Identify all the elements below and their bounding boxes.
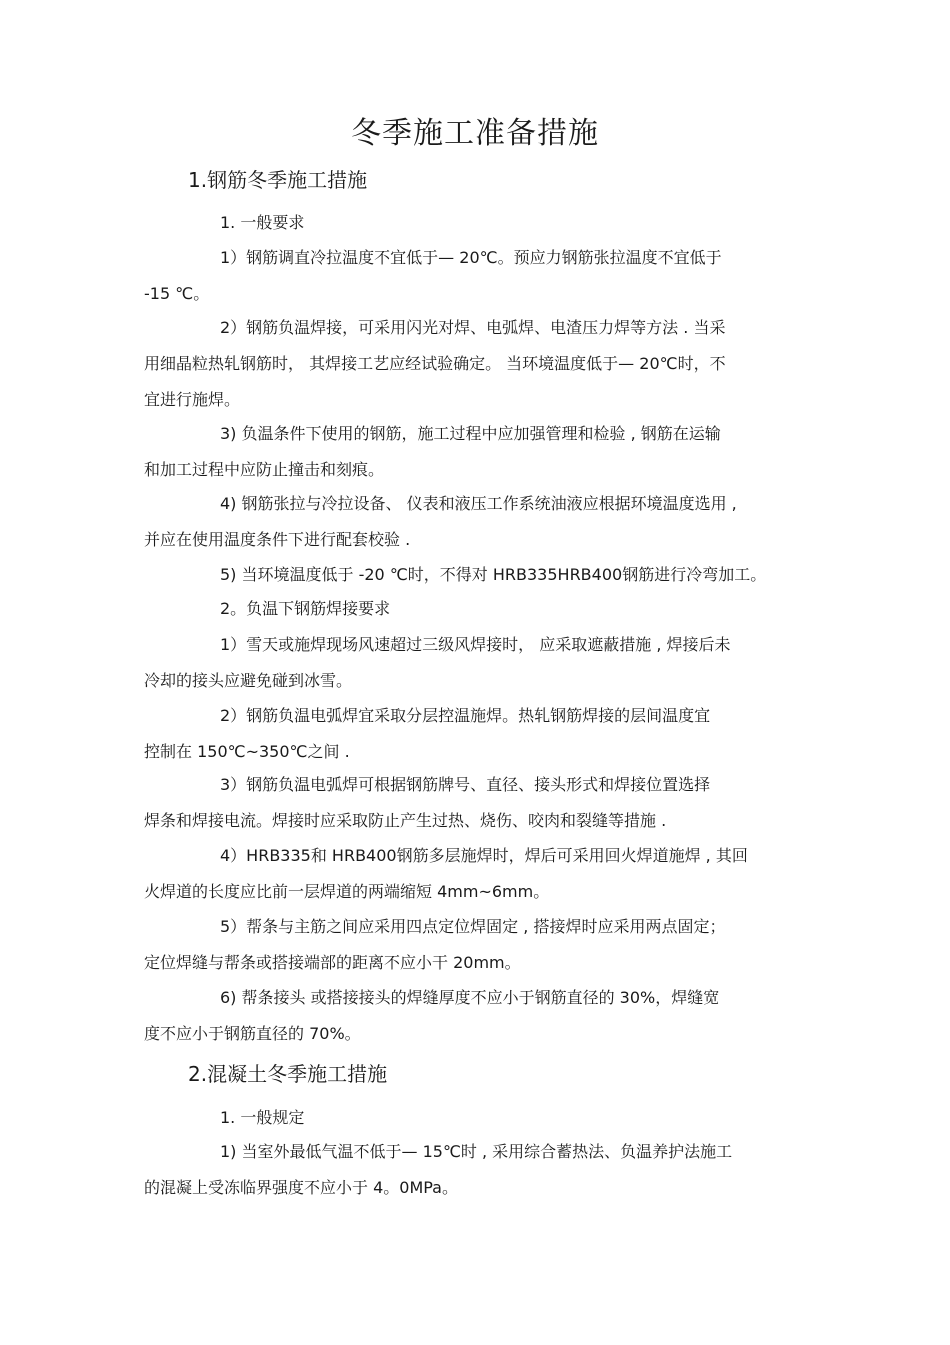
paragraph-item: 1）雪天或施焊现场风速超过三级风焊接时， 应采取遮蔽措施 , 焊接后未 冷却的接头应避免碰到冰雪。 <box>144 635 731 690</box>
paragraph-item: 2）钢筋负温焊接，可采用闪光对焊、电弧焊、电渣压力焊等方法 . 当采 用细晶粒热轧钢筋时， 其焊接工艺应经试验确定。 当环境温度低于— 20℃时，不 宜进行施焊。 <box>144 318 726 409</box>
paragraph-item: 6) 帮条接头 或搭接接头的焊缝厚度不应小于钢筋直径的 30%，焊缝宽 度不应小于钢筋直径的 70%。 <box>144 988 720 1043</box>
section-heading-steel: 1.钢筋冬季施工措施 <box>188 168 368 192</box>
page-title: 冬季施工准备措施 <box>351 116 599 151</box>
paragraph-item: 5) 当环境温度低于 -20 ℃时，不得对 HRB335HRB400钢筋进行冷弯加工。 <box>220 565 767 584</box>
subheading-negative-temp-welding: 2。负温下钢筋焊接要求 <box>220 599 391 618</box>
paragraph-item: 3）钢筋负温电弧焊可根据钢筋牌号、直径、接头形式和焊接位置选择 焊条和焊接电流。焊接时应采取防止产生过热、烧伤、咬肉和裂缝等措施 . <box>144 775 711 830</box>
paragraph-item: 3) 负温条件下使用的钢筋，施工过程中应加强管理和检验 , 钢筋在运输 和加工过程中应防止撞击和刻痕。 <box>144 424 721 479</box>
subheading-general-rules: 1. 一般规定 <box>220 1108 305 1127</box>
paragraph-item: 4) 钢筋张拉与冷拉设备、 仪表和液压工作系统油液应根据环境温度选用 , 并应在使用温度条件下进行配套校验 . <box>144 494 737 549</box>
paragraph-item: 2）钢筋负温电弧焊宜采取分层控温施焊。热轧钢筋焊接的层间温度宜 控制在 150℃~350℃之间 . <box>144 706 711 761</box>
section-heading-concrete: 2.混凝土冬季施工措施 <box>188 1062 388 1086</box>
paragraph-item: 5）帮条与主筋之间应采用四点定位焊固定 , 搭接焊时应采用两点固定； 定位焊缝与帮条或搭接端部的距离不应小干 20mm。 <box>144 917 726 972</box>
subheading-general-requirements: 1. 一般要求 <box>220 213 305 232</box>
paragraph-item: 1) 当室外最低气温不低于— 15℃时 , 采用综合蓄热法、负温养护法施工 的混凝上受冻临界强度不应小于 4。0MPa。 <box>144 1142 733 1197</box>
paragraph-item: 4）HRB335和 HRB400钢筋多层施焊时，焊后可采用回火焊道施焊 , 其回 火焊道的长度应比前一层焊道的两端缩短 4mm~6mm。 <box>144 846 748 901</box>
paragraph-item: 1）钢筋调直冷拉温度不宜低于— 20℃。预应力钢筋张拉温度不宜低于 -15 ℃。 <box>144 248 722 303</box>
